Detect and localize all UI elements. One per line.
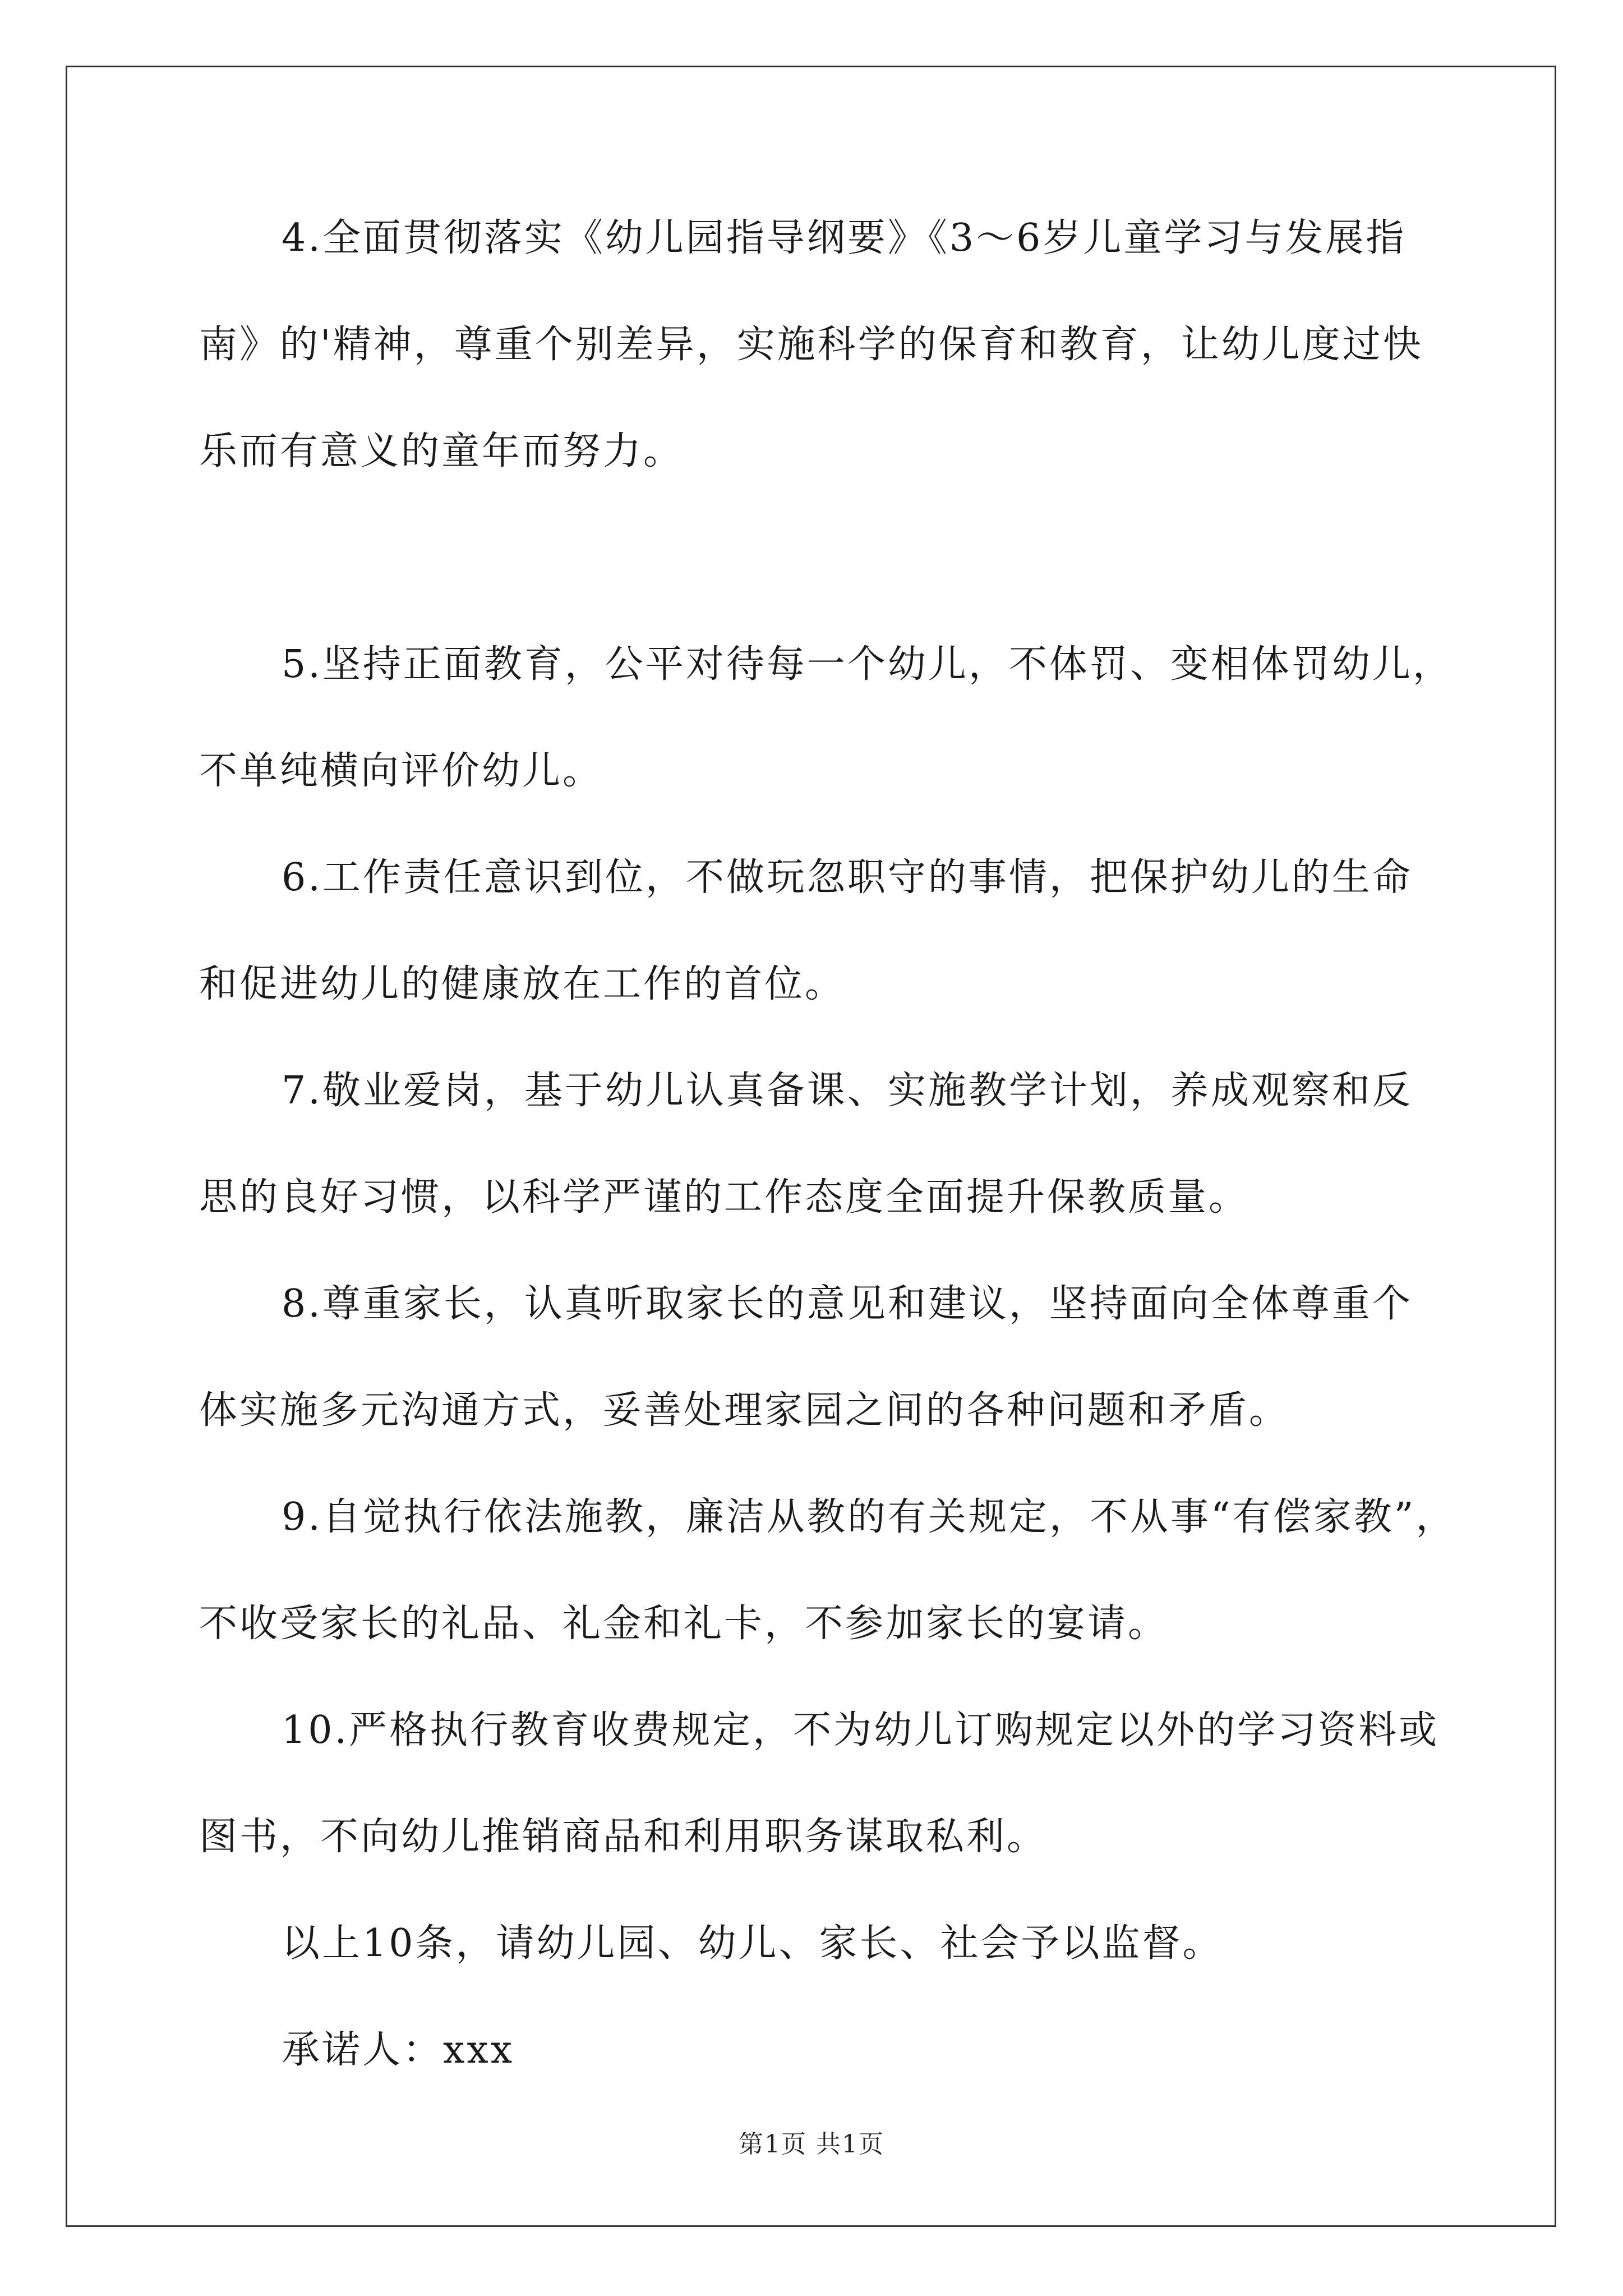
text-line-6: 6.工作责任意识到位，不做玩忽职守的事情，把保护幼儿的生命 bbox=[282, 855, 1413, 900]
text-line-9: 思的良好习惯，以科学严谨的工作态度全面提升保教质量。 bbox=[199, 1175, 1249, 1220]
text-line-17: 承诺人：xxx bbox=[282, 2028, 515, 2072]
text-line-15: 图书，不向幼儿推销商品和利用职务谋取私利。 bbox=[199, 1815, 1048, 1859]
text-line-5: 不单纯横向评价幼儿。 bbox=[199, 749, 603, 793]
text-line-16: 以上10条，请幼儿园、幼儿、家长、社会予以监督。 bbox=[282, 1921, 1223, 1966]
text-line-4: 5.坚持正面教育，公平对待每一个幼儿，不体罚、变相体罚幼儿， bbox=[282, 642, 1453, 687]
text-line-7: 和促进幼儿的健康放在工作的首位。 bbox=[199, 962, 846, 1006]
text-line-13: 不收受家长的礼品、礼金和礼卡，不参加家长的宴请。 bbox=[199, 1602, 1169, 1646]
text-line-14: 10.严格执行教育收费规定，不为幼儿订购规定以外的学习资料或 bbox=[282, 1708, 1440, 1752]
text-line-11: 体实施多元沟通方式，妥善处理家园之间的各种问题和矛盾。 bbox=[199, 1388, 1290, 1433]
text-line-1: 4.全面贯彻落实《幼儿园指导纲要》《3～6岁儿童学习与发展指 bbox=[282, 216, 1407, 260]
page-border bbox=[66, 66, 1556, 2227]
text-line-3: 乐而有意义的童年而努力。 bbox=[199, 429, 684, 473]
text-line-8: 7.敬业爱岗，基于幼儿认真备课、实施教学计划，养成观察和反 bbox=[282, 1069, 1413, 1113]
text-line-10: 8.尊重家长，认真听取家长的意见和建议，坚持面向全体尊重个 bbox=[282, 1282, 1413, 1326]
page-number-footer: 第1页 共1页 bbox=[739, 2130, 884, 2159]
text-line-2: 南》的'精神，尊重个别差异，实施科学的保育和教育，让幼儿度过快 bbox=[199, 323, 1423, 367]
text-line-12: 9.自觉执行依法施教，廉洁从教的有关规定，不从事“有偿家教”， bbox=[282, 1495, 1456, 1539]
